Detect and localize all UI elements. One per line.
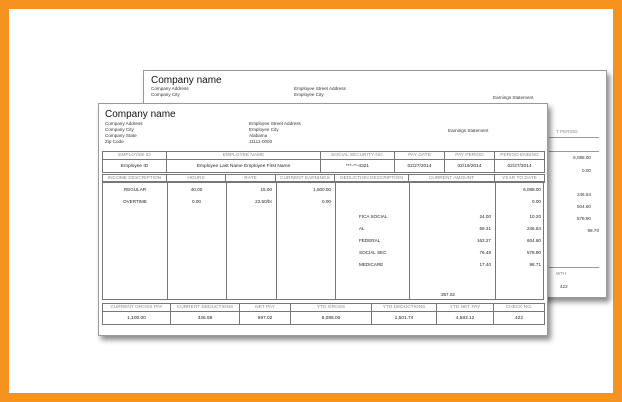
earnings-header: HOURS [167, 175, 226, 183]
earning-description: REGULAR [123, 187, 147, 192]
back-net-label: WTH [556, 271, 567, 276]
earnings-body [102, 181, 544, 300]
earnings-statement-title: Earnings Statement [448, 128, 489, 133]
earning-current: 1,600.00 [313, 187, 331, 192]
current-gross-pay: 1,100.00 [103, 312, 171, 325]
employee-id: Employee ID [103, 160, 167, 173]
back-ytd-value: 246.54 [576, 192, 591, 197]
employee-street: Employee Street Address [249, 121, 301, 126]
info-header: EMPLOYEE ID [103, 152, 167, 160]
back-ytd-value: 604.60 [576, 204, 591, 209]
back-earnings-statement: Earnings Statement [493, 95, 534, 100]
back-employee-street: Employee Street Address [294, 86, 346, 91]
deduction-description: FEDERAL [359, 238, 381, 243]
earning-rate: 22.50/hr [255, 199, 272, 204]
back-ytd-value: 6,088.00 [573, 155, 591, 160]
back-ytd-value: 98.70 [587, 228, 599, 233]
deduction-amount: 163.27 [476, 238, 491, 243]
back-company-address: Company Address [151, 86, 189, 91]
back-ytd-value: 0.00 [582, 168, 591, 173]
employee-zip: 11111-0000 [249, 139, 273, 144]
earnings-header: CURRENT AMOUNT [409, 175, 495, 183]
back-company-name: Company name [151, 75, 222, 86]
period-ending: 02/27/2014 [495, 160, 545, 173]
employee-city: Employee City [249, 127, 279, 132]
social-security-number: ***-**-4321 [321, 160, 395, 173]
deduction-ytd: 10.20 [529, 214, 541, 219]
info-header: SOCIAL SECURITY NO. [321, 152, 395, 160]
company-state: Company State [105, 133, 137, 138]
earnings-header: DEDUCTION DESCRIPTION [335, 175, 409, 183]
earnings-header: RATE [226, 175, 276, 183]
deduction-ytd: 604.60 [526, 238, 541, 243]
totals-table [102, 303, 545, 325]
company-name: Company name [105, 109, 176, 120]
deductions-total: 357.02 [440, 292, 455, 297]
info-header: PERIOD ENDING [495, 152, 545, 160]
ytd-gross: 6,088.00 [291, 312, 372, 325]
earning-ytd: 6,088.00 [523, 187, 541, 192]
back-net-pay: 422 [560, 284, 568, 289]
check-number: 422 [494, 312, 545, 325]
deduction-ytd: 578.90 [526, 250, 541, 255]
deduction-amount: 69.31 [479, 226, 491, 231]
earning-description: OVERTIME [123, 199, 147, 204]
deduction-description: MEDICARE [359, 262, 384, 267]
totals-header: YTD GROSS [291, 304, 372, 312]
info-header: PAY PERIOD [445, 152, 495, 160]
earning-current: 0.00 [322, 199, 331, 204]
deduction-amount: 17.40 [479, 262, 491, 267]
net-pay: 697.02 [240, 312, 291, 325]
employee-state: Alabama [249, 133, 268, 138]
deduction-description: FICA SOCIAL [359, 214, 388, 219]
deduction-description: AL [359, 226, 365, 231]
company-address: Company Address [105, 121, 143, 126]
company-city: Company City [105, 127, 134, 132]
back-period-label: T PERIOD [556, 129, 578, 134]
pay-date: 02/27/2014 [395, 160, 445, 173]
back-employee-city: Employee City [294, 92, 324, 97]
deduction-description: SOCIAL SEC [359, 250, 387, 255]
deduction-ytd: 246.54 [526, 226, 541, 231]
earning-hours: 40.00 [190, 187, 203, 192]
earnings-header: INCOME DESCRIPTION [103, 175, 167, 183]
totals-header: CURRENT DEDUCTIONS [171, 304, 240, 312]
deduction-amount: 24.00 [479, 214, 491, 219]
current-deductions: 326.58 [171, 312, 240, 325]
totals-header: CURRENT GROSS PAY [103, 304, 171, 312]
totals-header: YTD NET PAY [437, 304, 494, 312]
earnings-header: YEAR TO DATE [495, 175, 545, 183]
info-header: EMPLOYEE NAME [167, 152, 321, 160]
totals-header: CHECK NO. [494, 304, 545, 312]
front-pay-stub [98, 103, 548, 336]
ytd-net-pay: 4,583.12 [437, 312, 494, 325]
employee-info-table [102, 151, 545, 173]
company-zip: Zip Code [105, 139, 124, 144]
back-ytd-value: 578.90 [576, 216, 591, 221]
totals-header: NET PAY [240, 304, 291, 312]
earning-rate: 15.00 [260, 187, 272, 192]
ytd-deductions: 1,501.74 [372, 312, 437, 325]
earning-hours: 0.00 [192, 199, 201, 204]
totals-header: YTD DEDUCTIONS [372, 304, 437, 312]
info-header: PAY DATE [395, 152, 445, 160]
back-company-city: Company City [151, 92, 180, 97]
deduction-ytd: 98.71 [529, 262, 541, 267]
pay-period: 02/19/2014 [445, 160, 495, 173]
deduction-amount: 76.48 [479, 250, 491, 255]
employee-name: Employee Last Name Employee First Name [167, 160, 321, 173]
earning-ytd: 0.00 [532, 199, 541, 204]
earnings-header: CURRENT EARNINGS [276, 175, 335, 183]
